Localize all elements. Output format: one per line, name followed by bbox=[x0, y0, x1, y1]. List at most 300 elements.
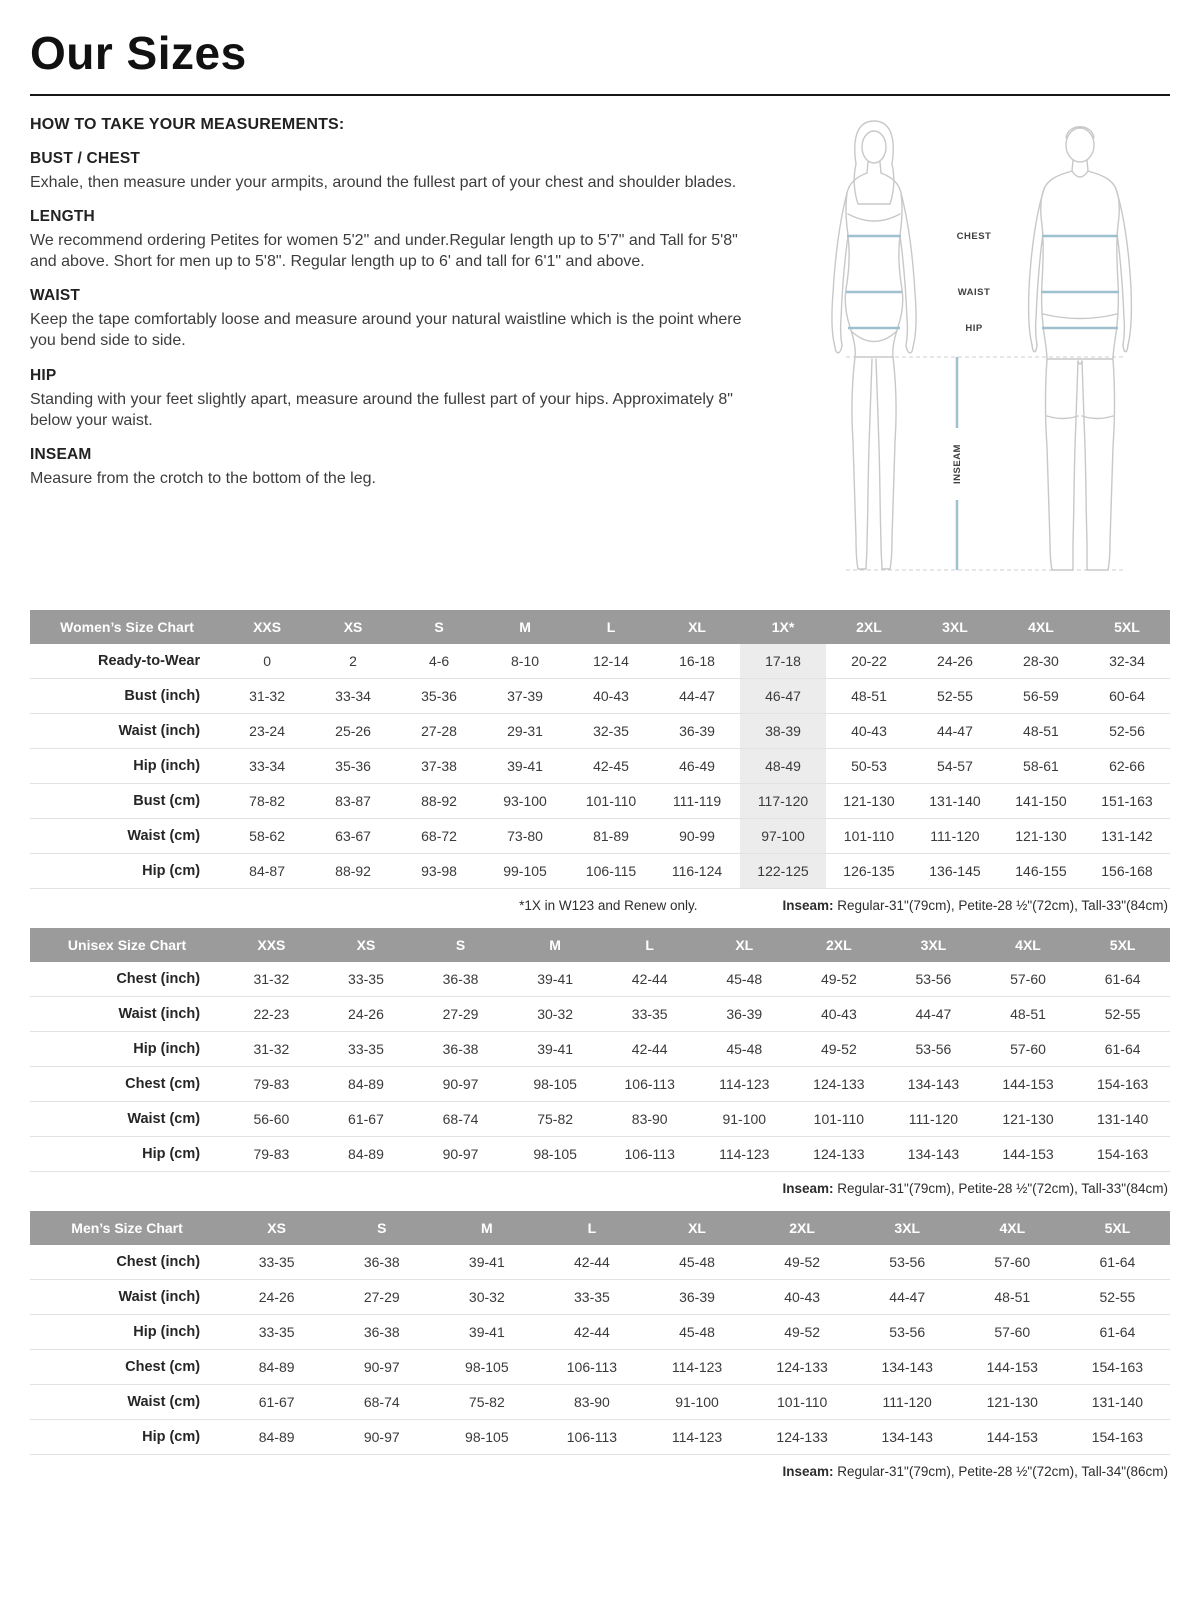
size-cell: 44-47 bbox=[855, 1280, 960, 1315]
size-cell: 40-43 bbox=[826, 714, 912, 749]
size-cell: 33-34 bbox=[310, 679, 396, 714]
row-label: Hip (cm) bbox=[30, 1137, 224, 1172]
size-cell: 124-133 bbox=[792, 1137, 887, 1172]
measurement-instructions-section bbox=[30, 116, 1170, 598]
size-cell: 31-32 bbox=[224, 679, 310, 714]
size-cell: 8-10 bbox=[482, 644, 568, 679]
size-cell: 84-87 bbox=[224, 854, 310, 889]
instruction-body: Standing with your feet slightly apart, measure around the fullest part of your hips. Approximately 8" below your waist. bbox=[30, 390, 733, 429]
size-column-header: XS bbox=[224, 1211, 329, 1245]
measurement-diagram bbox=[802, 116, 1170, 584]
table-row bbox=[30, 1315, 1170, 1350]
size-cell: 30-32 bbox=[434, 1280, 539, 1315]
size-cell: 42-44 bbox=[539, 1315, 644, 1350]
size-column-header: 4XL bbox=[960, 1211, 1065, 1245]
size-cell: 42-44 bbox=[539, 1245, 644, 1280]
size-column-header: 4XL bbox=[981, 928, 1076, 962]
table-row bbox=[30, 644, 1170, 679]
size-cell: 90-97 bbox=[413, 1137, 508, 1172]
inseam-note-label: Inseam: bbox=[782, 898, 834, 913]
size-cell: 98-105 bbox=[434, 1420, 539, 1455]
inseam-note-text: Regular-31"(79cm), Petite-28 ½"(72cm), Tall-33"(84cm) bbox=[833, 1181, 1168, 1196]
size-cell: 57-60 bbox=[981, 962, 1076, 997]
size-column-header: XL bbox=[644, 1211, 749, 1245]
size-cell: 144-153 bbox=[960, 1420, 1065, 1455]
size-cell: 106-113 bbox=[602, 1067, 697, 1102]
size-cell: 0 bbox=[224, 644, 310, 679]
size-cell: 134-143 bbox=[855, 1350, 960, 1385]
unisex-inseam-note bbox=[782, 1181, 1168, 1196]
size-cell: 57-60 bbox=[960, 1245, 1065, 1280]
size-cell: 27-29 bbox=[329, 1280, 434, 1315]
size-cell: 154-163 bbox=[1065, 1350, 1170, 1385]
size-cell: 83-90 bbox=[602, 1102, 697, 1137]
size-cell: 124-133 bbox=[750, 1350, 855, 1385]
size-column-header: 1X* bbox=[740, 610, 826, 644]
size-cell: 91-100 bbox=[697, 1102, 792, 1137]
size-cell: 114-123 bbox=[644, 1350, 749, 1385]
size-cell: 101-110 bbox=[750, 1385, 855, 1420]
size-cell: 106-115 bbox=[568, 854, 654, 889]
mens-size-chart-table bbox=[30, 1211, 1170, 1455]
size-cell: 61-67 bbox=[224, 1385, 329, 1420]
size-cell: 84-89 bbox=[319, 1137, 414, 1172]
size-cell: 154-163 bbox=[1065, 1420, 1170, 1455]
size-cell: 52-56 bbox=[1084, 714, 1170, 749]
table-row bbox=[30, 1245, 1170, 1280]
size-cell: 48-51 bbox=[826, 679, 912, 714]
table-title-cell: Men’s Size Chart bbox=[30, 1211, 224, 1245]
size-cell: 131-142 bbox=[1084, 819, 1170, 854]
size-cell: 75-82 bbox=[508, 1102, 603, 1137]
row-label: Chest (inch) bbox=[30, 1245, 224, 1280]
size-cell: 144-153 bbox=[981, 1067, 1076, 1102]
size-cell: 121-130 bbox=[998, 819, 1084, 854]
size-cell: 37-38 bbox=[396, 749, 482, 784]
size-cell: 84-89 bbox=[319, 1067, 414, 1102]
size-cell: 131-140 bbox=[912, 784, 998, 819]
size-cell: 37-39 bbox=[482, 679, 568, 714]
waist-label: WAIST bbox=[957, 287, 991, 298]
size-cell: 39-41 bbox=[434, 1245, 539, 1280]
size-cell: 124-133 bbox=[750, 1420, 855, 1455]
size-cell: 57-60 bbox=[981, 1032, 1076, 1067]
size-cell: 57-60 bbox=[960, 1315, 1065, 1350]
table-row bbox=[30, 962, 1170, 997]
size-column-header: 3XL bbox=[886, 928, 981, 962]
instruction-section-inseam bbox=[30, 446, 765, 489]
size-column-header: 3XL bbox=[912, 610, 998, 644]
size-cell: 126-135 bbox=[826, 854, 912, 889]
size-column-header: L bbox=[602, 928, 697, 962]
size-cell: 75-82 bbox=[434, 1385, 539, 1420]
size-column-header: S bbox=[396, 610, 482, 644]
size-cell: 49-52 bbox=[750, 1245, 855, 1280]
table-row bbox=[30, 1102, 1170, 1137]
row-label: Hip (inch) bbox=[30, 1032, 224, 1067]
size-cell: 48-49 bbox=[740, 749, 826, 784]
size-cell: 48-51 bbox=[998, 714, 1084, 749]
size-cell: 154-163 bbox=[1075, 1067, 1170, 1102]
size-cell: 93-98 bbox=[396, 854, 482, 889]
size-cell: 93-100 bbox=[482, 784, 568, 819]
size-cell: 62-66 bbox=[1084, 749, 1170, 784]
size-cell: 98-105 bbox=[434, 1350, 539, 1385]
size-cell: 121-130 bbox=[981, 1102, 1076, 1137]
size-cell: 68-74 bbox=[413, 1102, 508, 1137]
size-cell: 111-120 bbox=[912, 819, 998, 854]
size-cell: 40-43 bbox=[792, 997, 887, 1032]
row-label: Hip (cm) bbox=[30, 1420, 224, 1455]
row-label: Hip (inch) bbox=[30, 749, 224, 784]
inseam-note-label: Inseam: bbox=[782, 1464, 834, 1479]
size-cell: 49-52 bbox=[792, 962, 887, 997]
size-cell: 111-120 bbox=[886, 1102, 981, 1137]
size-cell: 36-38 bbox=[413, 962, 508, 997]
instruction-title: INSEAM bbox=[30, 445, 92, 463]
size-cell: 83-87 bbox=[310, 784, 396, 819]
size-cell: 49-52 bbox=[792, 1032, 887, 1067]
mens-size-chart bbox=[30, 1211, 1170, 1455]
size-cell: 32-34 bbox=[1084, 644, 1170, 679]
size-cell: 28-30 bbox=[998, 644, 1084, 679]
size-cell: 53-56 bbox=[886, 962, 981, 997]
womens-chart-footnotes bbox=[30, 889, 1170, 913]
row-label: Waist (cm) bbox=[30, 1102, 224, 1137]
size-cell: 40-43 bbox=[568, 679, 654, 714]
title-divider bbox=[30, 94, 1170, 96]
size-column-header: L bbox=[539, 1211, 644, 1245]
size-cell: 35-36 bbox=[396, 679, 482, 714]
size-cell: 33-35 bbox=[319, 1032, 414, 1067]
size-cell: 33-35 bbox=[539, 1280, 644, 1315]
instruction-section-bust-chest bbox=[30, 150, 765, 193]
size-column-header: 2XL bbox=[750, 1211, 855, 1245]
row-label: Waist (inch) bbox=[30, 714, 224, 749]
size-cell: 117-120 bbox=[740, 784, 826, 819]
size-cell: 30-32 bbox=[508, 997, 603, 1032]
size-cell: 90-97 bbox=[413, 1067, 508, 1102]
size-cell: 22-23 bbox=[224, 997, 319, 1032]
unisex-chart-footnotes bbox=[30, 1172, 1170, 1196]
size-cell: 84-89 bbox=[224, 1420, 329, 1455]
size-cell: 101-110 bbox=[792, 1102, 887, 1137]
size-cell: 136-145 bbox=[912, 854, 998, 889]
size-cell: 36-38 bbox=[413, 1032, 508, 1067]
one-x-footnote: *1X in W123 and Renew only. bbox=[519, 898, 698, 913]
size-cell: 79-83 bbox=[224, 1067, 319, 1102]
size-cell: 45-48 bbox=[697, 1032, 792, 1067]
size-cell: 33-35 bbox=[224, 1245, 329, 1280]
size-cell: 39-41 bbox=[434, 1315, 539, 1350]
size-column-header: XL bbox=[654, 610, 740, 644]
size-cell: 134-143 bbox=[886, 1067, 981, 1102]
size-column-header: 5XL bbox=[1065, 1211, 1170, 1245]
size-column-header: S bbox=[413, 928, 508, 962]
size-cell: 73-80 bbox=[482, 819, 568, 854]
size-column-header: 2XL bbox=[792, 928, 887, 962]
table-row bbox=[30, 819, 1170, 854]
size-cell: 48-51 bbox=[981, 997, 1076, 1032]
size-column-header: 3XL bbox=[855, 1211, 960, 1245]
size-cell: 61-64 bbox=[1075, 1032, 1170, 1067]
page-title: Our Sizes bbox=[30, 27, 247, 79]
row-label: Waist (inch) bbox=[30, 1280, 224, 1315]
size-cell: 121-130 bbox=[960, 1385, 1065, 1420]
size-cell: 101-110 bbox=[826, 819, 912, 854]
size-column-header: L bbox=[568, 610, 654, 644]
size-column-header: XS bbox=[310, 610, 396, 644]
size-cell: 90-97 bbox=[329, 1350, 434, 1385]
size-cell: 78-82 bbox=[224, 784, 310, 819]
table-row bbox=[30, 749, 1170, 784]
size-cell: 61-64 bbox=[1075, 962, 1170, 997]
inseam-note-text: Regular-31"(79cm), Petite-28 ½"(72cm), Tall-33"(84cm) bbox=[833, 898, 1168, 913]
body-figures-illustration bbox=[802, 116, 1167, 581]
mens-inseam-note bbox=[782, 1464, 1168, 1479]
size-cell: 16-18 bbox=[654, 644, 740, 679]
instruction-body: Measure from the crotch to the bottom of the leg. bbox=[30, 469, 376, 487]
table-title-cell: Unisex Size Chart bbox=[30, 928, 224, 962]
table-row bbox=[30, 1385, 1170, 1420]
size-cell: 146-155 bbox=[998, 854, 1084, 889]
male-figure bbox=[1029, 127, 1132, 570]
instructions-heading: HOW TO TAKE YOUR MEASUREMENTS: bbox=[30, 116, 345, 133]
size-cell: 39-41 bbox=[508, 962, 603, 997]
unisex-size-chart-table bbox=[30, 928, 1170, 1172]
size-column-header: M bbox=[482, 610, 568, 644]
size-cell: 44-47 bbox=[886, 997, 981, 1032]
size-cell: 42-44 bbox=[602, 1032, 697, 1067]
row-label: Ready-to-Wear bbox=[30, 644, 224, 679]
mens-chart-footnotes bbox=[30, 1455, 1170, 1479]
size-cell: 58-62 bbox=[224, 819, 310, 854]
size-cell: 20-22 bbox=[826, 644, 912, 679]
size-cell: 40-43 bbox=[750, 1280, 855, 1315]
size-cell: 88-92 bbox=[310, 854, 396, 889]
size-cell: 90-99 bbox=[654, 819, 740, 854]
instruction-section-waist bbox=[30, 287, 765, 351]
size-column-header: 5XL bbox=[1075, 928, 1170, 962]
size-cell: 54-57 bbox=[912, 749, 998, 784]
size-cell: 141-150 bbox=[998, 784, 1084, 819]
row-label: Chest (inch) bbox=[30, 962, 224, 997]
size-cell: 35-36 bbox=[310, 749, 396, 784]
size-cell: 45-48 bbox=[697, 962, 792, 997]
size-cell: 33-35 bbox=[319, 962, 414, 997]
instruction-body: Keep the tape comfortably loose and measure around your natural waistline which is the point where you bend side to side. bbox=[30, 311, 742, 350]
size-cell: 53-56 bbox=[855, 1315, 960, 1350]
size-cell: 36-39 bbox=[654, 714, 740, 749]
size-cell: 91-100 bbox=[644, 1385, 749, 1420]
size-cell: 63-67 bbox=[310, 819, 396, 854]
size-cell: 134-143 bbox=[855, 1420, 960, 1455]
size-column-header: 5XL bbox=[1084, 610, 1170, 644]
womens-size-chart-table bbox=[30, 610, 1170, 889]
size-cell: 144-153 bbox=[981, 1137, 1076, 1172]
size-cell: 156-168 bbox=[1084, 854, 1170, 889]
size-cell: 114-123 bbox=[644, 1420, 749, 1455]
size-cell: 83-90 bbox=[539, 1385, 644, 1420]
size-cell: 29-31 bbox=[482, 714, 568, 749]
size-column-header: 4XL bbox=[998, 610, 1084, 644]
size-cell: 56-59 bbox=[998, 679, 1084, 714]
size-cell: 90-97 bbox=[329, 1420, 434, 1455]
size-cell: 31-32 bbox=[224, 1032, 319, 1067]
size-cell: 61-67 bbox=[319, 1102, 414, 1137]
size-cell: 61-64 bbox=[1065, 1245, 1170, 1280]
size-cell: 106-113 bbox=[539, 1350, 644, 1385]
size-cell: 114-123 bbox=[697, 1137, 792, 1172]
size-cell: 24-26 bbox=[912, 644, 998, 679]
instruction-section-length bbox=[30, 208, 765, 272]
size-cell: 68-74 bbox=[329, 1385, 434, 1420]
table-row bbox=[30, 1420, 1170, 1455]
size-cell: 111-119 bbox=[654, 784, 740, 819]
size-cell: 81-89 bbox=[568, 819, 654, 854]
size-cell: 79-83 bbox=[224, 1137, 319, 1172]
size-cell: 121-130 bbox=[826, 784, 912, 819]
size-cell: 116-124 bbox=[654, 854, 740, 889]
size-column-header: XXS bbox=[224, 928, 319, 962]
size-cell: 49-52 bbox=[750, 1315, 855, 1350]
size-cell: 114-123 bbox=[697, 1067, 792, 1102]
size-cell: 53-56 bbox=[855, 1245, 960, 1280]
table-title-cell: Women’s Size Chart bbox=[30, 610, 224, 644]
instruction-body: Exhale, then measure under your armpits, around the fullest part of your chest and shoulder blades. bbox=[30, 174, 737, 191]
row-label: Bust (inch) bbox=[30, 679, 224, 714]
table-row bbox=[30, 784, 1170, 819]
size-cell: 12-14 bbox=[568, 644, 654, 679]
size-cell: 4-6 bbox=[396, 644, 482, 679]
hip-label: HIP bbox=[965, 323, 983, 334]
size-cell: 27-28 bbox=[396, 714, 482, 749]
size-cell: 36-38 bbox=[329, 1315, 434, 1350]
size-cell: 2 bbox=[310, 644, 396, 679]
size-cell: 42-45 bbox=[568, 749, 654, 784]
size-cell: 84-89 bbox=[224, 1350, 329, 1385]
size-cell: 44-47 bbox=[654, 679, 740, 714]
size-cell: 122-125 bbox=[740, 854, 826, 889]
size-cell: 151-163 bbox=[1084, 784, 1170, 819]
size-cell: 31-32 bbox=[224, 962, 319, 997]
inseam-label: INSEAM bbox=[952, 444, 963, 484]
table-row bbox=[30, 997, 1170, 1032]
size-cell: 106-113 bbox=[539, 1420, 644, 1455]
size-cell: 38-39 bbox=[740, 714, 826, 749]
size-cell: 53-56 bbox=[886, 1032, 981, 1067]
size-cell: 39-41 bbox=[508, 1032, 603, 1067]
size-cell: 32-35 bbox=[568, 714, 654, 749]
size-cell: 68-72 bbox=[396, 819, 482, 854]
size-cell: 88-92 bbox=[396, 784, 482, 819]
size-cell: 144-153 bbox=[960, 1350, 1065, 1385]
size-cell: 44-47 bbox=[912, 714, 998, 749]
instruction-section-hip bbox=[30, 367, 765, 431]
size-cell: 134-143 bbox=[886, 1137, 981, 1172]
womens-size-chart bbox=[30, 610, 1170, 889]
size-cell: 98-105 bbox=[508, 1137, 603, 1172]
size-column-header: XXS bbox=[224, 610, 310, 644]
size-cell: 39-41 bbox=[482, 749, 568, 784]
size-cell: 111-120 bbox=[855, 1385, 960, 1420]
size-cell: 106-113 bbox=[602, 1137, 697, 1172]
unisex-size-chart bbox=[30, 928, 1170, 1172]
size-column-header: M bbox=[508, 928, 603, 962]
size-cell: 36-39 bbox=[697, 997, 792, 1032]
size-cell: 60-64 bbox=[1084, 679, 1170, 714]
table-row bbox=[30, 854, 1170, 889]
instruction-title: BUST / CHEST bbox=[30, 150, 141, 167]
inseam-note-text: Regular-31"(79cm), Petite-28 ½"(72cm), Tall-34"(86cm) bbox=[833, 1464, 1168, 1479]
size-column-header: M bbox=[434, 1211, 539, 1245]
size-cell: 27-29 bbox=[413, 997, 508, 1032]
size-cell: 24-26 bbox=[319, 997, 414, 1032]
chest-label: CHEST bbox=[956, 231, 992, 242]
instruction-title: LENGTH bbox=[30, 208, 95, 226]
instruction-title: WAIST bbox=[30, 287, 81, 305]
size-cell: 131-140 bbox=[1065, 1385, 1170, 1420]
size-cell: 45-48 bbox=[644, 1315, 749, 1350]
size-cell: 23-24 bbox=[224, 714, 310, 749]
size-cell: 46-49 bbox=[654, 749, 740, 784]
size-column-header: XS bbox=[319, 928, 414, 962]
size-cell: 97-100 bbox=[740, 819, 826, 854]
size-cell: 36-38 bbox=[329, 1245, 434, 1280]
size-cell: 131-140 bbox=[1075, 1102, 1170, 1137]
size-column-header: S bbox=[329, 1211, 434, 1245]
size-cell: 46-47 bbox=[740, 679, 826, 714]
row-label: Chest (cm) bbox=[30, 1350, 224, 1385]
size-cell: 124-133 bbox=[792, 1067, 887, 1102]
size-cell: 99-105 bbox=[482, 854, 568, 889]
size-cell: 33-35 bbox=[224, 1315, 329, 1350]
row-label: Hip (cm) bbox=[30, 854, 224, 889]
womens-inseam-note bbox=[782, 898, 1168, 913]
table-row bbox=[30, 1280, 1170, 1315]
size-cell: 36-39 bbox=[644, 1280, 749, 1315]
size-cell: 24-26 bbox=[224, 1280, 329, 1315]
size-column-header: XL bbox=[697, 928, 792, 962]
size-cell: 52-55 bbox=[912, 679, 998, 714]
female-figure bbox=[832, 121, 916, 569]
inseam-note-label: Inseam: bbox=[782, 1181, 834, 1196]
size-cell: 52-55 bbox=[1065, 1280, 1170, 1315]
size-cell: 33-34 bbox=[224, 749, 310, 784]
size-cell: 154-163 bbox=[1075, 1137, 1170, 1172]
size-cell: 50-53 bbox=[826, 749, 912, 784]
size-cell: 42-44 bbox=[602, 962, 697, 997]
row-label: Waist (inch) bbox=[30, 997, 224, 1032]
size-cell: 17-18 bbox=[740, 644, 826, 679]
instructions-column bbox=[30, 116, 765, 489]
row-label: Waist (cm) bbox=[30, 1385, 224, 1420]
size-cell: 98-105 bbox=[508, 1067, 603, 1102]
size-column-header: 2XL bbox=[826, 610, 912, 644]
size-cell: 45-48 bbox=[644, 1245, 749, 1280]
instruction-title: HIP bbox=[30, 366, 57, 384]
size-cell: 58-61 bbox=[998, 749, 1084, 784]
size-cell: 25-26 bbox=[310, 714, 396, 749]
row-label: Hip (inch) bbox=[30, 1315, 224, 1350]
size-cell: 33-35 bbox=[602, 997, 697, 1032]
table-row bbox=[30, 714, 1170, 749]
table-row bbox=[30, 1067, 1170, 1102]
size-cell: 56-60 bbox=[224, 1102, 319, 1137]
table-row bbox=[30, 1350, 1170, 1385]
row-label: Bust (cm) bbox=[30, 784, 224, 819]
table-row bbox=[30, 679, 1170, 714]
